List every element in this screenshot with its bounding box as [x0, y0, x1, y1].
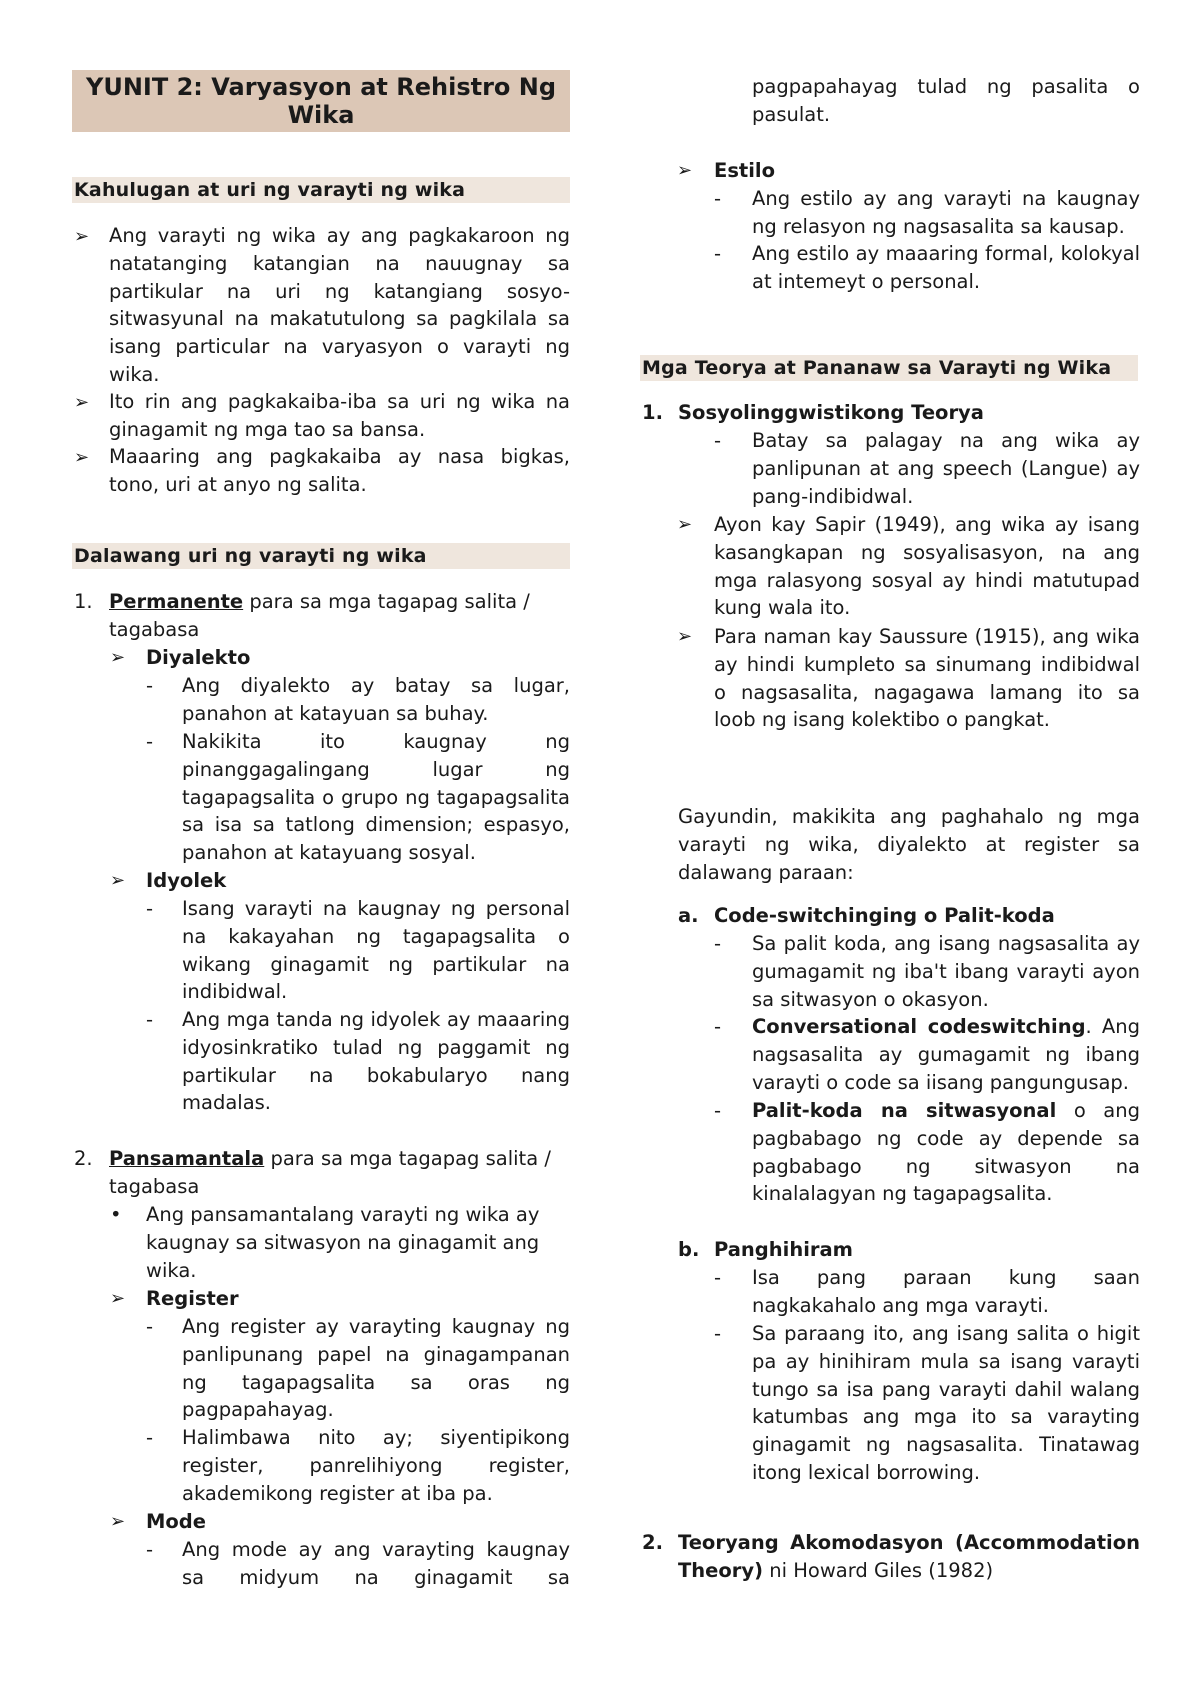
dash-text: Ang estilo ay ang varayti na kaugnay ng relasyon ng nagsasalita sa kausap.: [752, 187, 1140, 238]
dash-bullet: -: [146, 1426, 154, 1449]
section-heading-kahulugan: Kahulugan at uri ng varayti ng wika: [72, 177, 570, 203]
arrow-bullet-icon: ➢: [110, 870, 126, 891]
dash-bullet: -: [714, 1099, 722, 1122]
dash-bullet: -: [146, 1315, 154, 1338]
list-number: 1.: [74, 590, 93, 613]
arrow-bullet-icon: ➢: [677, 160, 693, 181]
dash-bullet: -: [146, 1538, 154, 1561]
subheading-diyalekto: Diyalekto: [146, 646, 251, 669]
arrow-bullet-icon: ➢: [110, 1511, 126, 1532]
dash-text: Isang varayti na kaugnay ng personal na kakayahan ng tagapagsalita o wikang ginagamit ng partikular na indibidwal.: [182, 897, 570, 1004]
list-letter: b.: [678, 1238, 700, 1261]
dash-bullet: -: [714, 1266, 722, 1289]
dash-text: Palit-koda na sitwasyonal o ang pagbabago ng code ay depende sa pagbabago ng sitwasyon na kinalalagyan ng tagapagsalita.: [752, 1099, 1140, 1206]
list-item-permanente: Permanente para sa mga tagapag salita / tagabasa: [109, 590, 530, 641]
list-number: 2.: [74, 1147, 93, 1170]
dash-bullet: -: [146, 730, 154, 753]
list-number: 1.: [642, 401, 663, 424]
unit-title: YUNIT 2: Varyasyon at Rehistro Ng Wika: [72, 70, 570, 132]
theory-title: Teoryang Akomodasyon (Accommodation Theory) ni Howard Giles (1982): [678, 1531, 1140, 1582]
dash-text: Sa palit koda, ang isang nagsasalita ay gumagamit ng iba't ibang varayti ayon sa sitwasyon o okasyon.: [752, 932, 1140, 1011]
arrow-bullet-icon: ➢: [677, 514, 693, 535]
dash-bullet: -: [714, 242, 722, 265]
subheading-estilo: Estilo: [714, 159, 776, 182]
arrow-bullet-icon: ➢: [677, 626, 693, 647]
dash-bullet: -: [714, 1015, 722, 1038]
dash-text-continued: pagpapahayag tulad ng pasalita o pasulat.: [752, 75, 1140, 126]
list-item-pansamantala: Pansamantala para sa mga tagapag salita / tagabasa: [109, 1147, 551, 1198]
subheading-register: Register: [146, 1287, 239, 1310]
bullet-text: Ang pansamantalang varayti ng wika ay kaugnay sa sitwasyon na ginagamit ang wika.: [146, 1203, 540, 1282]
dash-text: Sa paraang ito, ang isang salita o higit pa ay hinihiram mula sa isang varayti tungo sa isa pang varayti dahil walang katumbas ang mga ito sa varayting ginagamit ng nagsasalita. Tinatawag itong lexical borrowing.: [752, 1322, 1140, 1484]
dash-bullet: -: [714, 932, 722, 955]
arrow-bullet-icon: ➢: [74, 392, 90, 413]
bullet-text: Para naman kay Saussure (1915), ang wika ay hindi kumpleto sa sinumang indibidwal o nagsasalita, nagagawa lamang ito sa loob ng isang kolektibo o pangkat.: [714, 625, 1140, 732]
arrow-bullet-icon: ➢: [74, 447, 90, 468]
dash-text: Ang mode ay ang varayting kaugnay sa midyum na ginagamit sa: [182, 1538, 570, 1589]
dash-text: Halimbawa nito ay; siyentipikong register, panrelihiyong register, akademikong register at iba pa.: [182, 1426, 570, 1505]
dash-bullet: -: [714, 187, 722, 210]
bullet-text: Ito rin ang pagkakaiba-iba sa uri ng wika na ginagamit ng mga tao sa bansa.: [109, 390, 570, 441]
dash-text: Ang mga tanda ng idyolek ay maaaring idyosinkratiko tulad ng paggamit ng partikular na bokabularyo nang madalas.: [182, 1008, 570, 1115]
dash-bullet: -: [146, 674, 154, 697]
bullet-text: Ayon kay Sapir (1949), ang wika ay isang kasangkapan ng sosyalisasyon, na ang mga ralasyong sosyal ay hindi matutupad kung wala ito.: [714, 513, 1140, 620]
dash-text: Batay sa palagay na ang wika ay panlipunan at ang speech (Langue) ay pang-indibidwal.: [752, 429, 1140, 508]
bullet-text: Maaaring ang pagkakaiba ay nasa bigkas, tono, uri at anyo ng salita.: [109, 445, 570, 496]
section-heading-teorya: Mga Teorya at Pananaw sa Varayti ng Wika: [640, 355, 1138, 381]
dash-bullet: -: [714, 429, 722, 452]
dash-text: Nakikita ito kaugnay ng pinanggagalingang lugar ng tagapagsalita o grupo ng tagapagsalita sa isa sa tatlong dimension; espasyo, panahon at katayuang sosyal.: [182, 730, 570, 865]
dash-text: Ang diyalekto ay batay sa lugar, panahon at katayuan sa buhay.: [182, 674, 570, 725]
dash-bullet: -: [146, 1008, 154, 1031]
dash-text: Ang estilo ay maaaring formal, kolokyal at intemeyt o personal.: [752, 242, 1140, 293]
dash-text: Conversational codeswitching. Ang nagsasalita ay gumagamit ng ibang varayti o code sa iisang pangungusap.: [752, 1015, 1140, 1094]
list-letter: a.: [678, 904, 699, 927]
theory-title: Sosyolinggwistikong Teorya: [678, 401, 984, 424]
dash-text: Ang register ay varayting kaugnay ng panlipunang papel na ginagampanan ng tagapagsalita sa oras ng pagpapahayag.: [182, 1315, 570, 1422]
dash-bullet: -: [146, 897, 154, 920]
list-number: 2.: [642, 1531, 663, 1554]
subheading-code-switching: Code-switchinging o Palit-koda: [714, 904, 1055, 927]
section-heading-dalawang-uri: Dalawang uri ng varayti ng wika: [72, 543, 570, 569]
dash-text: Isa pang paraan kung saan nagkakahalo ang mga varayti.: [752, 1266, 1140, 1317]
arrow-bullet-icon: ➢: [74, 226, 90, 247]
subheading-mode: Mode: [146, 1510, 206, 1533]
subheading-panghihiram: Panghihiram: [714, 1238, 853, 1261]
bullet-text: Ang varayti ng wika ay ang pagkakaroon ng natatanging katangian na nauugnay sa partikular na uri ng katangiang sosyo-sitwasyunal na makatutulong sa pagkilala sa isang particular na varyasyon o varayti ng wika.: [109, 224, 570, 386]
subheading-idyolek: Idyolek: [146, 869, 227, 892]
dash-bullet: -: [714, 1322, 722, 1345]
arrow-bullet-icon: ➢: [110, 647, 126, 668]
dot-bullet: •: [110, 1203, 122, 1226]
arrow-bullet-icon: ➢: [110, 1288, 126, 1309]
paragraph-gayundin: Gayundin, makikita ang paghahalo ng mga varayti ng wika, diyalekto at register sa dalawang paraan:: [678, 805, 1140, 884]
